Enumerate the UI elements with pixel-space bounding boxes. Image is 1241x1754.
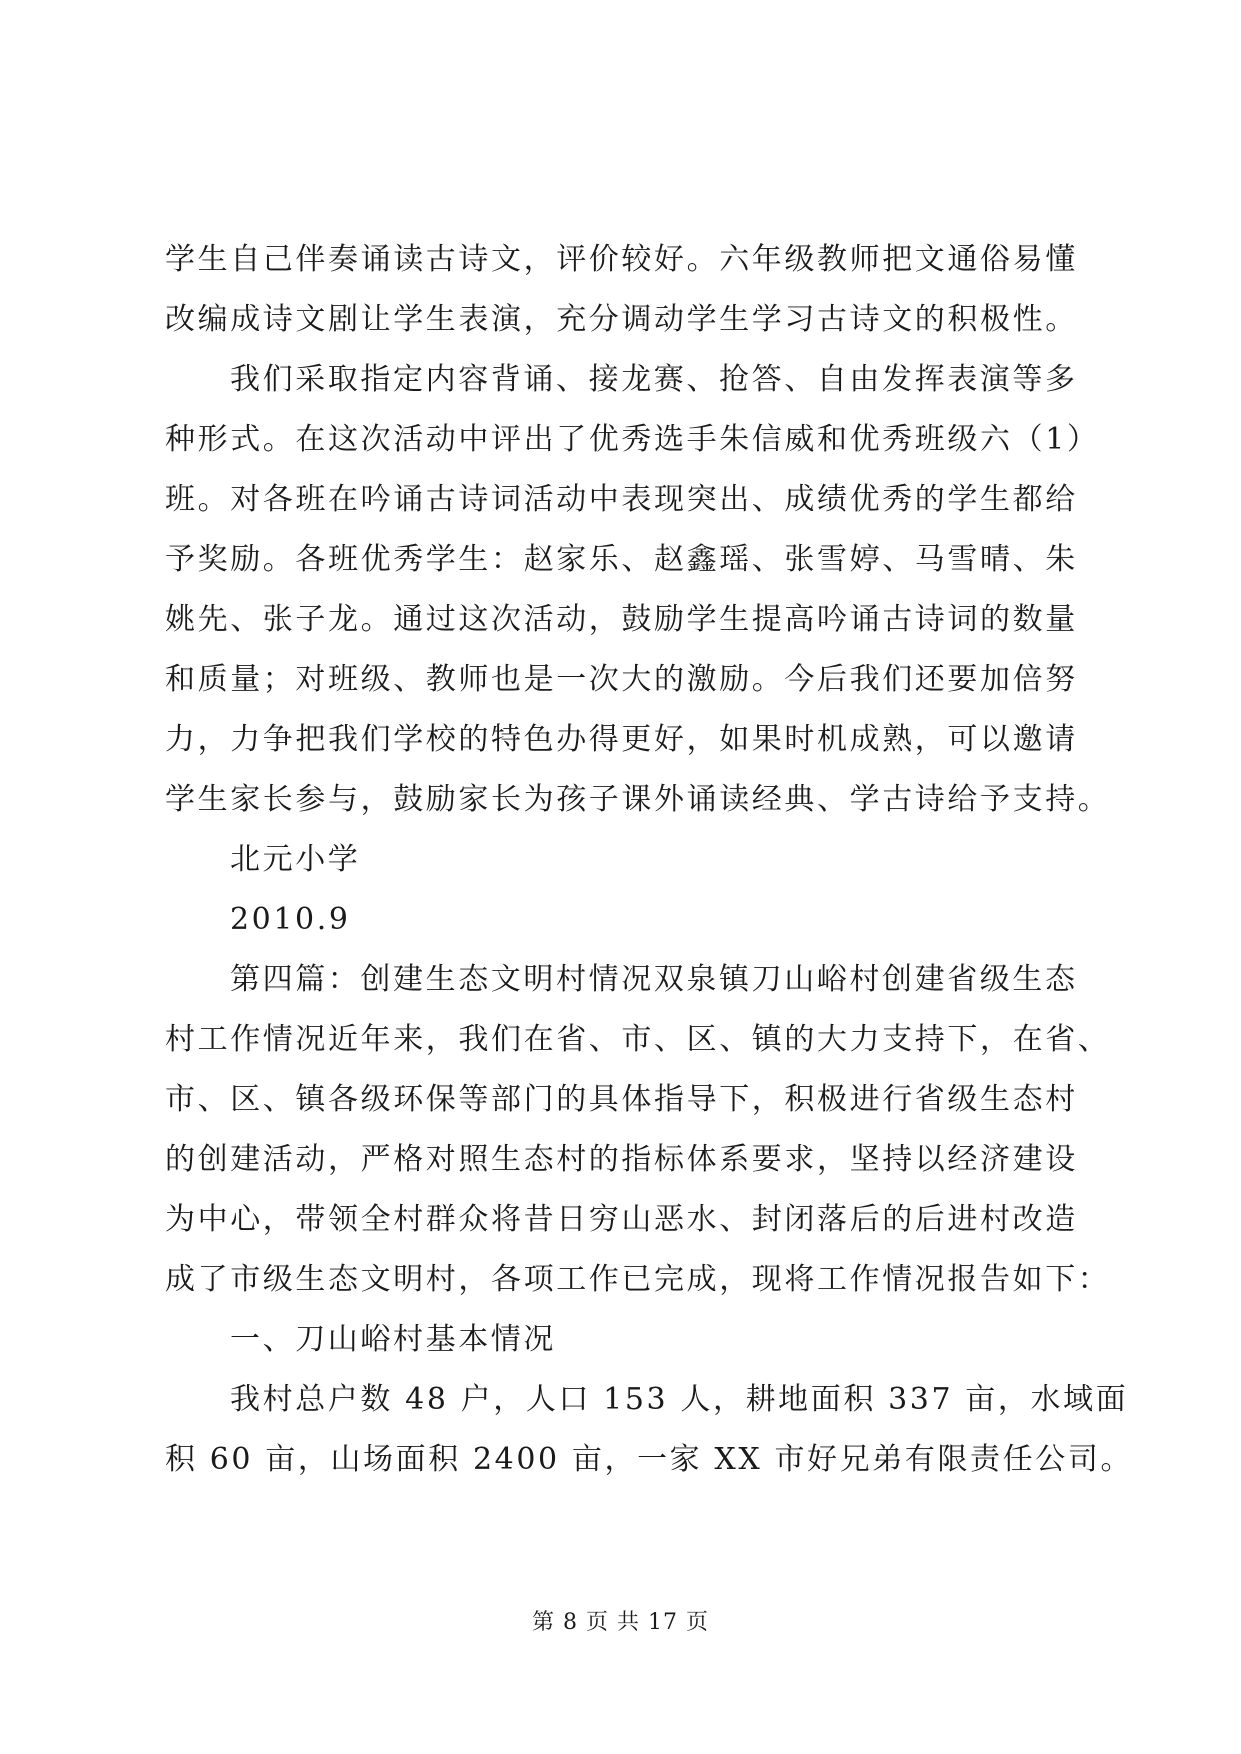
body-line: 种形式。在这次活动中评出了优秀选手朱信威和优秀班级六（1） [165, 422, 1100, 457]
body-line: 成了市级生态文明村，各项工作已完成，现将工作情况报告如下： [165, 1262, 1111, 1297]
subheading-line: 一、刀山峪村基本情况 [230, 1322, 556, 1357]
body-line: 学生自己伴奏诵读古诗文，评价较好。六年级教师把文通俗易懂 [165, 242, 1078, 277]
body-line: 学生家长参与，鼓励家长为孩子课外诵读经典、学古诗给予支持。 [165, 782, 1111, 817]
body-line: 改编成诗文剧让学生表演，充分调动学生学习古诗文的积极性。 [165, 302, 1078, 337]
body-line: 市、区、镇各级环保等部门的具体指导下，积极进行省级生态村 [165, 1082, 1078, 1117]
body-line: 为中心，带领全村群众将昔日穷山恶水、封闭落后的后进村改造 [165, 1202, 1078, 1237]
body-line: 班。对各班在吟诵古诗词活动中表现突出、成绩优秀的学生都给 [165, 482, 1078, 517]
body-line: 力，力争把我们学校的特色办得更好，如果时机成熟，可以邀请 [165, 722, 1078, 757]
section-title-line: 第四篇：创建生态文明村情况双泉镇刀山峪村创建省级生态 [230, 962, 1078, 997]
signature-date: 2010.9 [230, 902, 351, 937]
document-body [165, 230, 1134, 1490]
paragraph-start-line: 我村总户数 48 户，人口 153 人，耕地面积 337 亩，水域面 [230, 1382, 1129, 1417]
body-line: 积 60 亩，山场面积 2400 亩，一家 XX 市好兄弟有限责任公司。 [165, 1442, 1134, 1477]
body-line: 姚先、张子龙。通过这次活动，鼓励学生提高吟诵古诗词的数量 [165, 602, 1078, 637]
body-line: 予奖励。各班优秀学生：赵家乐、赵鑫瑶、张雪婷、马雪晴、朱 [165, 542, 1078, 577]
body-line: 村工作情况近年来，我们在省、市、区、镇的大力支持下，在省、 [165, 1022, 1111, 1057]
page-number-footer: 第 8 页 共 17 页 [532, 1610, 709, 1635]
body-line: 和质量；对班级、教师也是一次大的激励。今后我们还要加倍努 [165, 662, 1078, 697]
signature-school: 北元小学 [230, 842, 361, 877]
paragraph-start-line: 我们采取指定内容背诵、接龙赛、抢答、自由发挥表演等多 [230, 362, 1078, 397]
body-line: 的创建活动，严格对照生态村的指标体系要求，坚持以经济建设 [165, 1142, 1078, 1177]
